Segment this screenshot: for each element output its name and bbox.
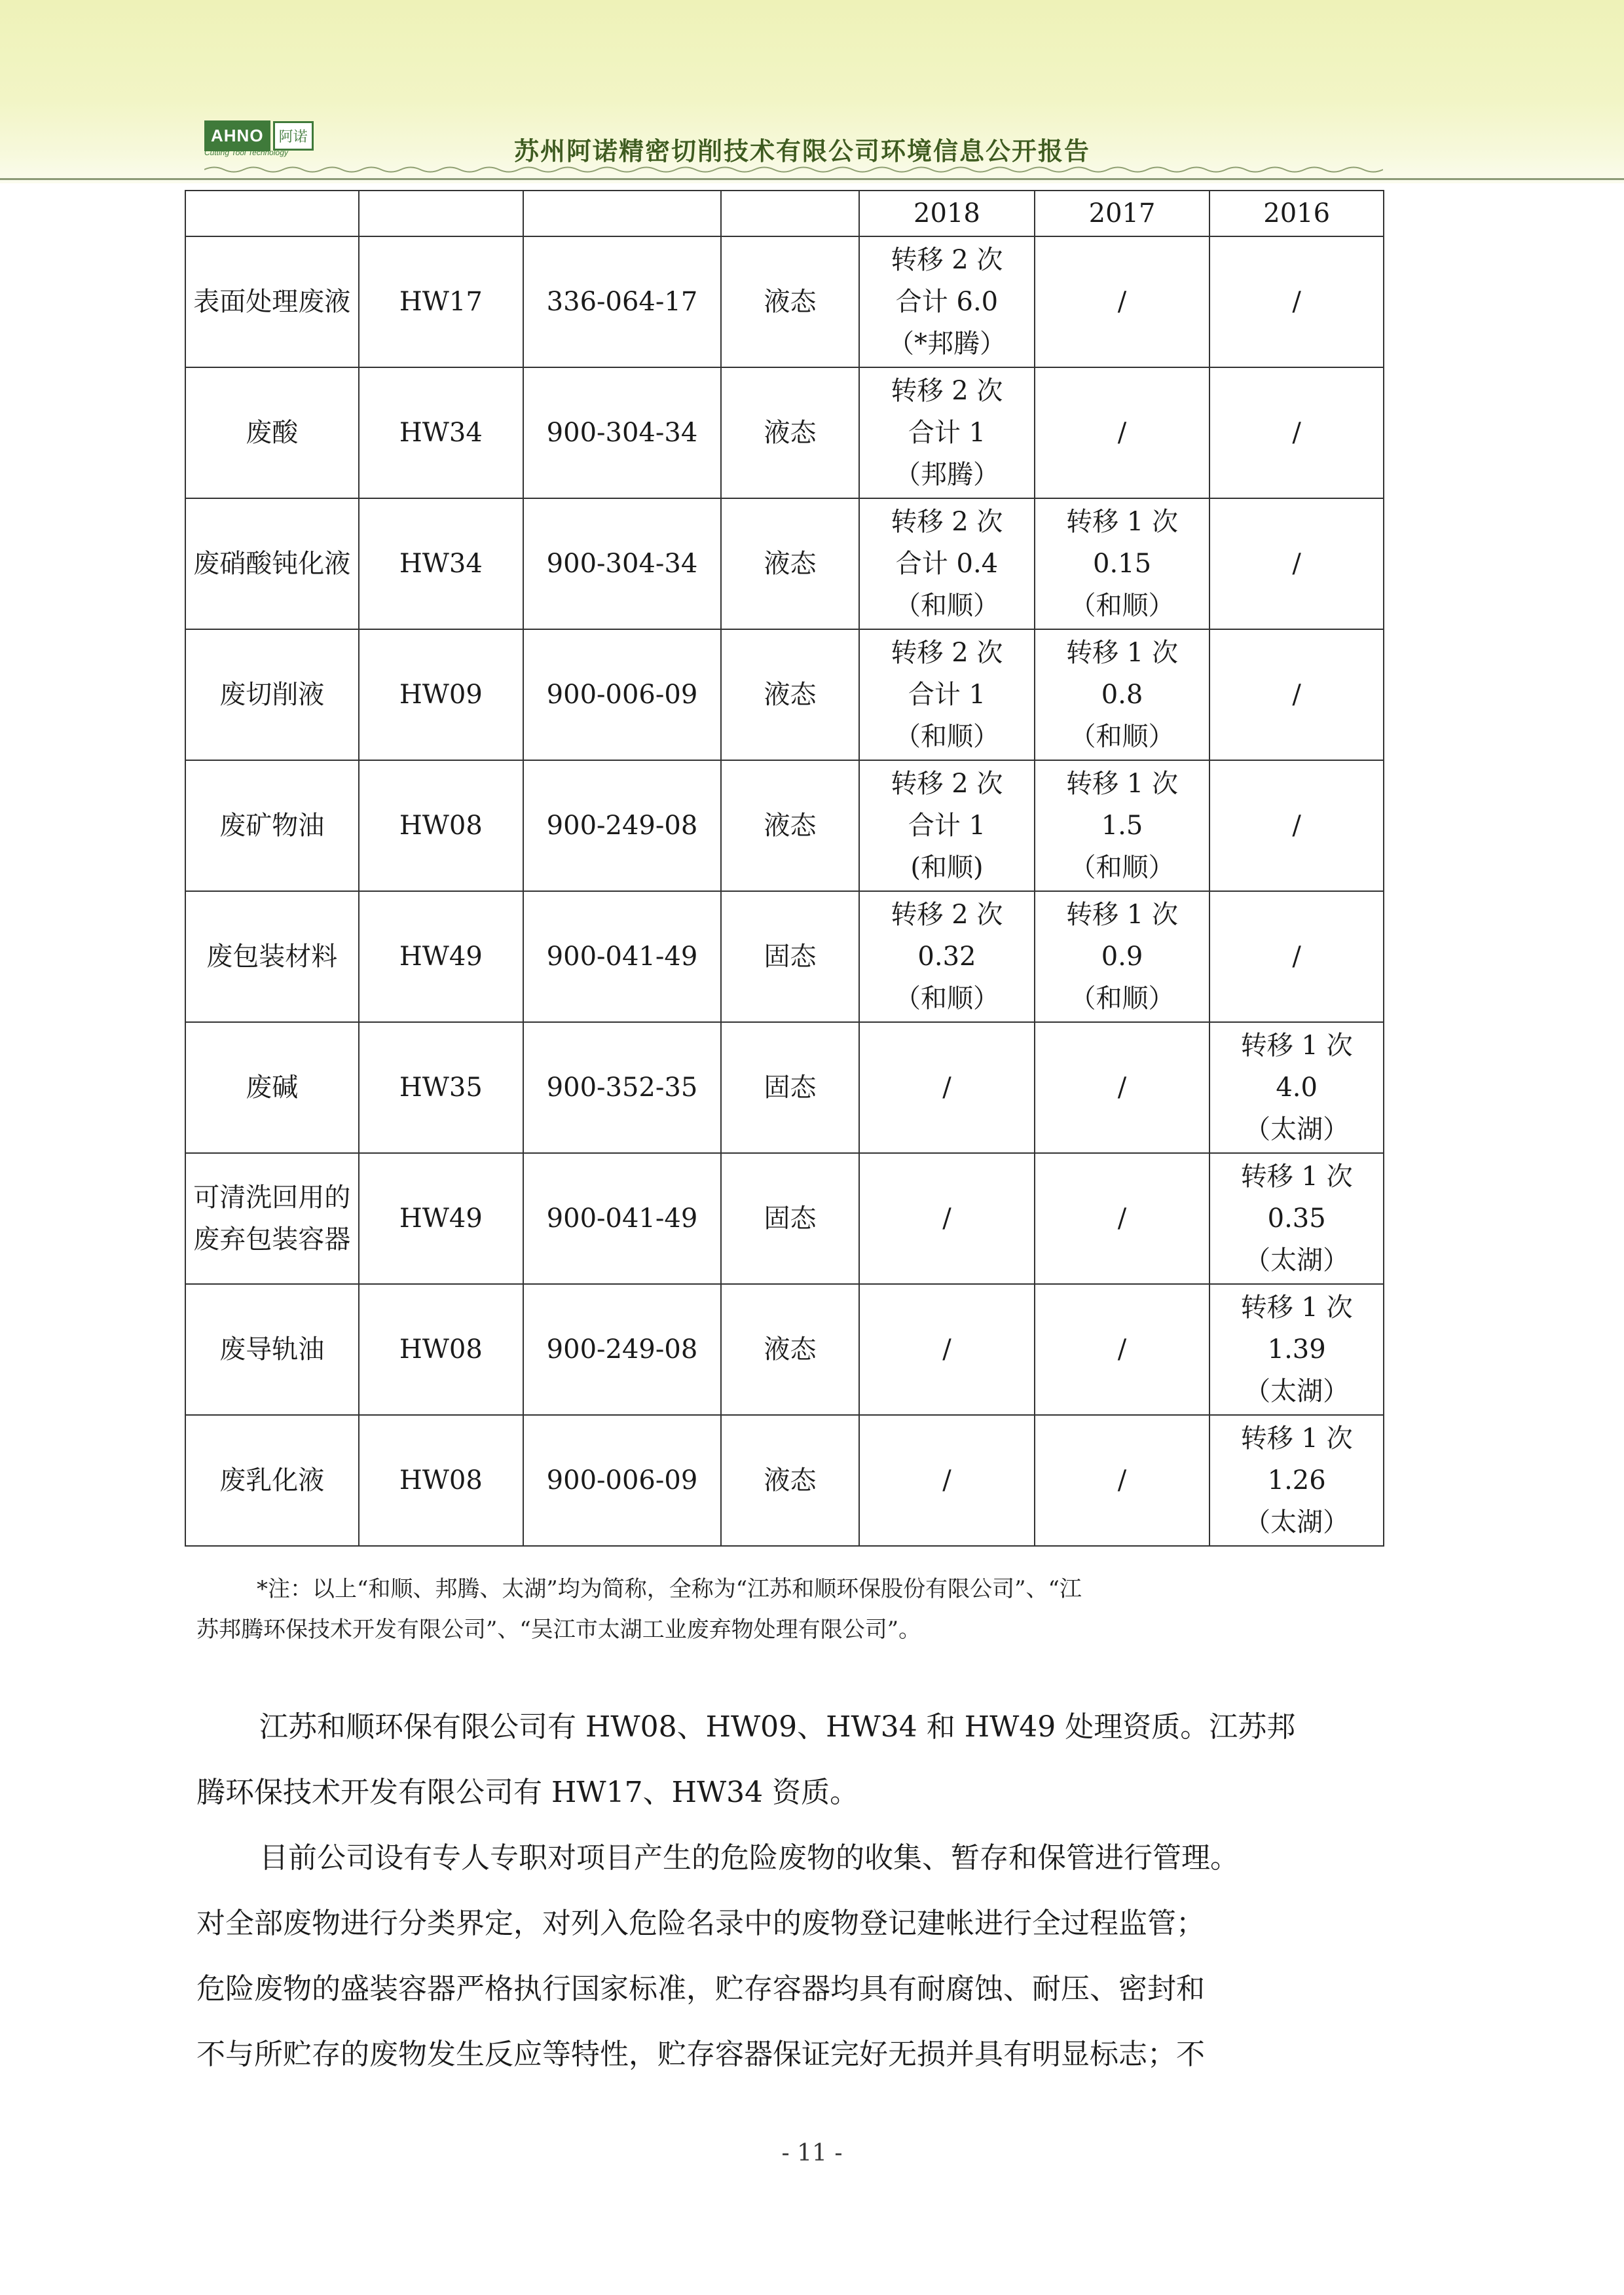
waste-state-cell: 液态 [721,236,859,367]
transfer-2018-cell [859,1153,1035,1284]
transfer-2016-cell [1209,1415,1384,1546]
cell-line: （和顺） [1069,722,1175,752]
cell-line: 0.9 [1101,942,1143,972]
waste-name-cell: 废硝酸钝化液 [185,498,359,629]
cell-line: （和顺） [1069,591,1175,621]
cell-line: （和顺） [1069,983,1175,1014]
waste-name-cell: 表面处理废液 [185,236,359,367]
cell-line: （和顺） [894,722,999,752]
cell-line: 转移 2 次 [891,638,1003,668]
cell-line: 1.26 [1267,1465,1326,1496]
table-row [185,367,1384,498]
table-row [185,236,1384,367]
waste-state-cell: 液态 [721,1415,859,1546]
table-footnote [196,1573,1382,1646]
cell-line: （和顺） [894,591,999,621]
transfer-2017-cell [1035,367,1210,498]
table-row [185,1415,1384,1546]
cell-line: 合计 1 [908,811,986,841]
transfer-2017-cell [1035,1415,1210,1546]
paragraph-line: 目前公司设有专人专职对项目产生的危险废物的收集、暂存和保管进行管理。 [259,1841,1239,1875]
waste-name-cell: 废包装材料 [185,891,359,1022]
waste-name-cell: 可清洗回用的废弃包装容器 [185,1153,359,1284]
waste-code-cell: HW49 [359,891,524,1022]
logo-text: AHNO [204,120,270,151]
cell-line: 转移 1 次 [1240,1162,1353,1192]
cell-line: 4.0 [1276,1073,1318,1103]
logo-tagline: Cutting Tool Technology [204,148,288,157]
waste-state-cell: 液态 [721,367,859,498]
waste-state-cell: 固态 [721,1153,859,1284]
cell-line: / [942,1334,951,1365]
cell-line: 转移 1 次 [1066,769,1178,799]
cell-line: / [942,1203,951,1234]
transfer-2016-cell [1209,1022,1384,1153]
cell-line: / [1117,1334,1127,1365]
transfer-2018-cell [859,367,1035,498]
cell-line: / [1292,680,1301,710]
cell-line: / [1117,1203,1127,1234]
cell-line: （太湖） [1244,1245,1350,1276]
cell-line: 0.32 [917,942,976,972]
cell-line: / [942,1073,951,1103]
waste-state-cell: 液态 [721,760,859,891]
waste-state-cell: 液态 [721,498,859,629]
waste-state-cell: 液态 [721,1284,859,1415]
cell-line: （太湖） [1244,1507,1350,1537]
cell-line: 0.35 [1267,1203,1326,1234]
cell-line: 转移 1 次 [1066,900,1178,930]
table-row [185,629,1384,760]
paragraph-management [196,1826,1382,2087]
waste-name-cell: 废碱 [185,1022,359,1153]
transfer-2018-cell [859,891,1035,1022]
cell-line: / [1117,1465,1127,1496]
cell-line: 转移 1 次 [1066,638,1178,668]
waste-number-cell: 900-006-09 [523,629,721,760]
table-row [185,498,1384,629]
transfer-2017-cell [1035,1022,1210,1153]
waste-code-cell: HW09 [359,629,524,760]
transfer-2018-cell [859,1022,1035,1153]
header-divider [0,178,1624,180]
table-header-row [185,191,1384,236]
table-row [185,1022,1384,1153]
transfer-2016-cell [1209,1284,1384,1415]
header-cell-blank [523,191,721,236]
transfer-2016-cell [1209,367,1384,498]
transfer-2017-cell [1035,629,1210,760]
cell-line: 0.8 [1101,680,1143,710]
transfer-2017-cell [1035,498,1210,629]
paragraph-line: 对全部废物进行分类界定，对列入危险名录中的废物登记建帐进行全过程监管； [196,1907,1205,1940]
header-cell-blank [359,191,524,236]
transfer-2017-cell [1035,891,1210,1022]
cell-line: 转移 1 次 [1066,507,1178,537]
header-year-2016: 2016 [1209,191,1384,236]
report-title: 苏州阿诺精密切削技术有限公司环境信息公开报告 [513,137,1090,166]
waste-number-cell: 900-352-35 [523,1022,721,1153]
transfer-2018-cell [859,760,1035,891]
cell-line: / [1292,811,1301,841]
waste-name-cell: 废乳化液 [185,1415,359,1546]
cell-line: 转移 1 次 [1240,1293,1353,1323]
cell-line: 1.39 [1267,1334,1326,1365]
cell-line: 转移 2 次 [891,376,1003,406]
cell-line: 转移 1 次 [1240,1031,1353,1061]
cell-line: 转移 1 次 [1240,1423,1353,1454]
cell-line: (和顺) [910,853,984,883]
transfer-2018-cell [859,1415,1035,1546]
waste-state-cell: 固态 [721,891,859,1022]
cell-line: （和顺） [1069,853,1175,883]
paragraph-qualifications [196,1695,1382,1826]
table-row [185,1284,1384,1415]
paragraph-line: 腾环保技术开发有限公司有 HW17、HW34 资质。 [196,1776,859,1809]
waste-number-cell: 900-041-49 [523,891,721,1022]
cell-line: 合计 0.4 [895,549,999,579]
transfer-2018-cell [859,1284,1035,1415]
waste-code-cell: HW08 [359,760,524,891]
cell-line: 转移 2 次 [891,507,1003,537]
waste-number-cell: 900-304-34 [523,498,721,629]
table-row [185,1153,1384,1284]
cell-line: / [1292,549,1301,579]
cell-line: / [1292,418,1301,448]
transfer-2018-cell [859,236,1035,367]
waste-name-cell: 废切削液 [185,629,359,760]
paragraph-line: 不与所贮存的废物发生反应等特性，贮存容器保证完好无损并具有明显标志；不 [196,2038,1205,2071]
cell-line: 合计 1 [908,680,986,710]
transfer-2017-cell [1035,1284,1210,1415]
cell-line: 转移 2 次 [891,245,1003,275]
cell-line: 1.5 [1101,811,1143,841]
waste-state-cell: 液态 [721,629,859,760]
waste-number-cell: 900-006-09 [523,1415,721,1546]
transfer-2017-cell [1035,236,1210,367]
cell-line: / [942,1465,951,1496]
cell-line: （邦腾） [894,460,999,490]
table-row [185,760,1384,891]
table-row [185,891,1384,1022]
transfer-2018-cell [859,498,1035,629]
transfer-2016-cell [1209,629,1384,760]
waste-code-cell: HW49 [359,1153,524,1284]
transfer-2016-cell [1209,1153,1384,1284]
logo-cn-text: 阿诺 [273,121,314,151]
cell-line: 合计 6.0 [895,287,999,317]
cell-line: / [1117,418,1127,448]
transfer-2016-cell [1209,760,1384,891]
waste-number-cell: 900-304-34 [523,367,721,498]
transfer-2016-cell [1209,236,1384,367]
cell-line: / [1117,287,1127,317]
header-cell-blank [721,191,859,236]
footnote-line: 苏邦腾环保技术开发有限公司”、“吴江市太湖工业废弃物处理有限公司”。 [196,1617,921,1643]
waste-number-cell: 336-064-17 [523,236,721,367]
waste-code-cell: HW35 [359,1022,524,1153]
transfer-2017-cell [1035,760,1210,891]
waste-number-cell: 900-249-08 [523,1284,721,1415]
cell-line: 0.15 [1093,549,1152,579]
cell-line: （和顺） [894,983,999,1014]
cell-line: （*邦腾） [887,329,1006,359]
cell-line: 转移 2 次 [891,900,1003,930]
cell-line: / [1292,942,1301,972]
cell-line: / [1117,1073,1127,1103]
header-wave-decoration [204,165,1383,174]
transfer-2016-cell [1209,498,1384,629]
waste-number-cell: 900-041-49 [523,1153,721,1284]
page-number: - 11 - [781,2140,843,2167]
waste-number-cell: 900-249-08 [523,760,721,891]
header-year-2018: 2018 [859,191,1035,236]
paragraph-line: 危险废物的盛装容器严格执行国家标准，贮存容器均具有耐腐蚀、耐压、密封和 [196,1972,1205,2006]
waste-code-cell: HW17 [359,236,524,367]
transfer-2018-cell [859,629,1035,760]
waste-name-cell: 废矿物油 [185,760,359,891]
header-cell-blank [185,191,359,236]
cell-line: 合计 1 [908,418,986,448]
cell-line: 转移 2 次 [891,769,1003,799]
transfer-2017-cell [1035,1153,1210,1284]
waste-code-cell: HW34 [359,367,524,498]
waste-state-cell: 固态 [721,1022,859,1153]
cell-line: / [1292,287,1301,317]
paragraph-line: 江苏和顺环保有限公司有 HW08、HW09、HW34 和 HW49 处理资质。江苏邦 [259,1710,1296,1744]
transfer-2016-cell [1209,891,1384,1022]
waste-name-cell: 废导轨油 [185,1284,359,1415]
hazardous-waste-table [185,190,1384,1547]
waste-code-cell: HW08 [359,1415,524,1546]
header-year-2017: 2017 [1035,191,1210,236]
waste-code-cell: HW08 [359,1284,524,1415]
cell-line: （太湖） [1244,1114,1350,1145]
waste-code-cell: HW34 [359,498,524,629]
waste-name-cell: 废酸 [185,367,359,498]
footnote-line: *注：以上“和顺、邦腾、太湖”均为简称，全称为“江苏和顺环保股份有限公司”、“江 [257,1576,1082,1602]
cell-line: （太湖） [1244,1376,1350,1406]
